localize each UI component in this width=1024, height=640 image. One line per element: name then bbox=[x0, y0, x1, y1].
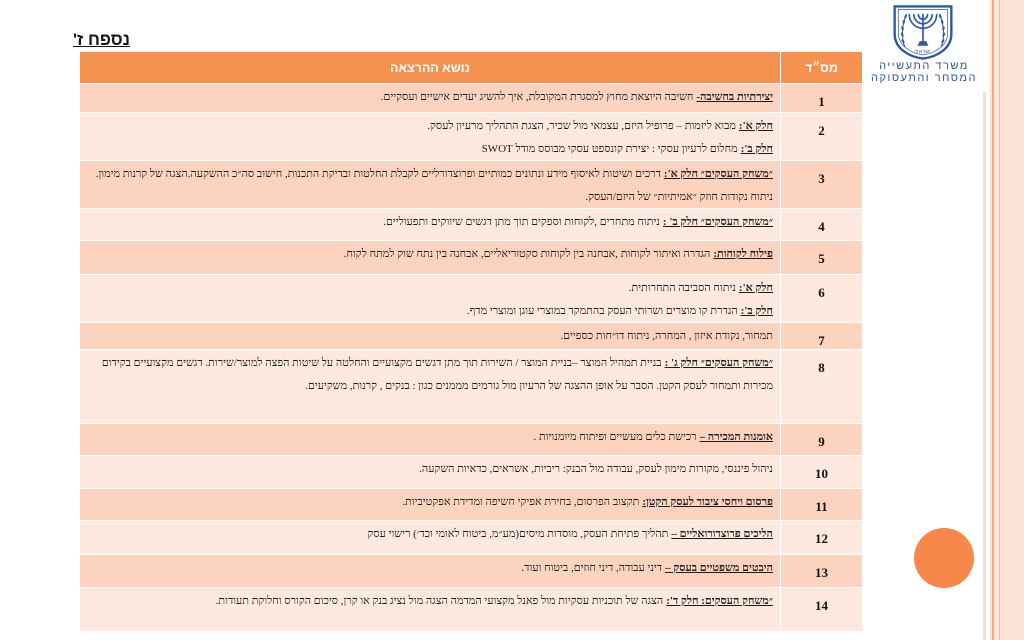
topic-cell bbox=[80, 241, 780, 274]
table-row bbox=[80, 350, 862, 424]
row-number: 5 bbox=[780, 241, 862, 274]
row-number: 14 bbox=[780, 588, 862, 631]
right-edge-line bbox=[992, 0, 994, 640]
topic-line bbox=[89, 557, 773, 580]
topic-label: חלק ב': bbox=[740, 143, 773, 155]
topic-line bbox=[89, 590, 773, 613]
topic-text: דרכים ושיטות לאיסוף מידע ונתונים כמותיים ופרוצדורליים לקבלת החלטות ובדיקת התכנות, חישוב סה״כ ההשקעה.הצגה של קרנות מימון. ניתוח נקודות חוזק ״אמיתיות״ של היזם/העסק. bbox=[95, 168, 773, 203]
topic-line bbox=[89, 163, 773, 209]
topic-line bbox=[89, 211, 773, 234]
topic-cell bbox=[80, 275, 780, 322]
decorative-circle bbox=[914, 528, 974, 588]
topic-line bbox=[89, 352, 773, 398]
topic-label: חלק א': bbox=[738, 120, 773, 132]
topic-text: רכישת כלים מעשיים ופיתוח מיומנויות . bbox=[533, 431, 697, 443]
header-number: מס״ד bbox=[780, 52, 862, 83]
topic-text: ניתוח הסביבה התחרותית. bbox=[628, 282, 736, 294]
topic-cell bbox=[80, 209, 780, 240]
row-number: 7 bbox=[780, 323, 862, 349]
topic-text: תמחור, נקודת איזון , המחרה, ניתוח דו״חות כספיים. bbox=[560, 330, 773, 342]
topic-label: יצירתיות בחשיבה- bbox=[696, 91, 773, 103]
row-number: 3 bbox=[780, 161, 862, 208]
logo-text-line-2: המסחר והתעסוקה bbox=[871, 72, 977, 84]
row-number: 6 bbox=[780, 275, 862, 322]
table-row bbox=[80, 424, 862, 456]
topic-cell bbox=[80, 521, 780, 554]
table-row bbox=[80, 241, 862, 275]
topic-line bbox=[89, 115, 773, 138]
topic-text: תהליך פתיחת העסק, מוסדות מיסים(מע״מ, ביטוח לאומי וכד׳) רישוי עסק bbox=[367, 528, 669, 540]
topic-label: היבטים משפטיים בעסק – bbox=[665, 562, 773, 574]
lecture-schedule-table bbox=[80, 52, 862, 632]
row-number: 11 bbox=[780, 489, 862, 520]
topic-line bbox=[89, 325, 773, 348]
topic-cell bbox=[80, 424, 780, 455]
topic-text: דיני עבודה, דיני חוזים, ביטוח ועוד. bbox=[521, 562, 663, 574]
appendix-title: נספח ז' bbox=[73, 30, 130, 49]
topic-text: בניית תמהיל המוצר –בניית המוצר / השירות תוך מתן דגשים מקצועיים והחלטה על שיטות הפצה למוצר/שירות. דגשים מקצועיים בקידום מכירות ותמחור לעסק הקטן. הסבר על אופן ההצגה של הרעיון מול גורמים מממנים כגון : בנקים , קרנות, משקיעים. bbox=[101, 357, 773, 392]
logo-text-line-1: משרד התעשייה bbox=[879, 60, 969, 72]
topic-text: חשיבה היוצאת מחוץ למסגרת המקובלת, איך להשיג יעדים אישיים ועסקיים. bbox=[380, 91, 694, 103]
topic-label: פרסום ויחסי ציבור לעסק הקטן: bbox=[642, 496, 773, 508]
topic-cell bbox=[80, 113, 780, 160]
topic-text: מחלום לרעיון עסקי : יצירת קונספט עסקי מבוסס מודל SWOT bbox=[481, 143, 738, 155]
topic-text: הגדרת קו מוצרים ושרותי העסק בהתמקד במוצרי עוגן ומוצרי מדף. bbox=[466, 305, 738, 317]
topic-line bbox=[89, 300, 773, 323]
row-number: 13 bbox=[780, 555, 862, 587]
table-row bbox=[80, 275, 862, 323]
topic-line bbox=[89, 277, 773, 300]
table-row bbox=[80, 323, 862, 350]
topic-cell bbox=[80, 555, 780, 587]
topic-text: תקצוב הפרסום, בחירת אפיקי חשיפה ומדידת אפקטיביות. bbox=[402, 496, 640, 508]
right-edge-line bbox=[999, 0, 1000, 640]
topic-text: הצגה של תוכניות עסקיות מול פאנל מקצועי המדמה הצגה מול נציג בנק או קרן, סיכום הקורס וחלוקת תעודות. bbox=[215, 595, 664, 607]
topic-label: פילוח לקוחות: bbox=[713, 248, 773, 260]
row-number: 1 bbox=[780, 84, 862, 112]
topic-text: הגדרה ואיתור לקוחות ,אבחנה בין לקוחות סקטוריאליים, אבחנה בין נתח שוק למתח לקוח. bbox=[343, 248, 711, 260]
topic-line bbox=[89, 458, 773, 481]
topic-label: חלק א': bbox=[738, 282, 773, 294]
row-number: 9 bbox=[780, 424, 862, 455]
row-number: 8 bbox=[780, 350, 862, 423]
topic-cell bbox=[80, 323, 780, 349]
table-row bbox=[80, 113, 862, 161]
table-header-row bbox=[80, 52, 862, 84]
table-row bbox=[80, 456, 862, 489]
row-number: 4 bbox=[780, 209, 862, 240]
topic-line bbox=[89, 86, 773, 109]
topic-cell bbox=[80, 489, 780, 520]
row-number: 12 bbox=[780, 521, 862, 554]
row-number: 2 bbox=[780, 113, 862, 160]
row-number: 10 bbox=[780, 456, 862, 488]
topic-label: הליכים פרוצדורואליים – bbox=[671, 528, 773, 540]
israel-emblem-icon bbox=[891, 4, 955, 60]
topic-label: ״משחק העסקים״ חלק ב' : bbox=[662, 216, 773, 228]
table-row bbox=[80, 521, 862, 555]
logo-text bbox=[862, 60, 986, 84]
topic-cell bbox=[80, 456, 780, 488]
topic-cell bbox=[80, 350, 780, 423]
topic-label: ״משחק העסקים״ חלק א': bbox=[663, 168, 773, 180]
table-row bbox=[80, 209, 862, 241]
topic-cell bbox=[80, 588, 780, 631]
topic-label: אומנות המכירה – bbox=[699, 431, 773, 443]
topic-text: מבוא ליזמות – פרופיל היזם, עצמאי מול שכיר, הצגת התהליך מרעיון לעסק. bbox=[427, 120, 736, 132]
header-topic: נושא ההרצאה bbox=[390, 61, 470, 75]
table-row bbox=[80, 555, 862, 588]
topic-line bbox=[89, 138, 773, 161]
table-row bbox=[80, 84, 862, 113]
topic-text: ניתוח מתחרים ,לקוחות וספקים תוך מתן דגשים שיווקים ותפעוליים. bbox=[383, 216, 660, 228]
topic-label: ״משחק העסקים״ חלק ג' : bbox=[664, 357, 773, 369]
topic-label: חלק ב': bbox=[740, 305, 773, 317]
topic-cell bbox=[80, 84, 780, 112]
topic-line bbox=[89, 523, 773, 546]
right-edge-stripe bbox=[990, 0, 1024, 640]
topic-line bbox=[89, 426, 773, 449]
divider-line bbox=[983, 92, 986, 640]
topic-label: ״משחק העסקים: חלק ד': bbox=[666, 595, 773, 607]
table-row bbox=[80, 489, 862, 521]
table-row bbox=[80, 161, 862, 209]
emblem-text: ישראל bbox=[915, 49, 931, 56]
topic-line bbox=[89, 491, 773, 514]
table-row bbox=[80, 588, 862, 632]
topic-line bbox=[89, 243, 773, 266]
topic-text: ניהול פיננסי, מקורות מימון לעסק, עבודה מול הבנק: ריביות, אשראים, כדאיות השקעה. bbox=[419, 463, 773, 475]
topic-cell bbox=[80, 161, 780, 208]
